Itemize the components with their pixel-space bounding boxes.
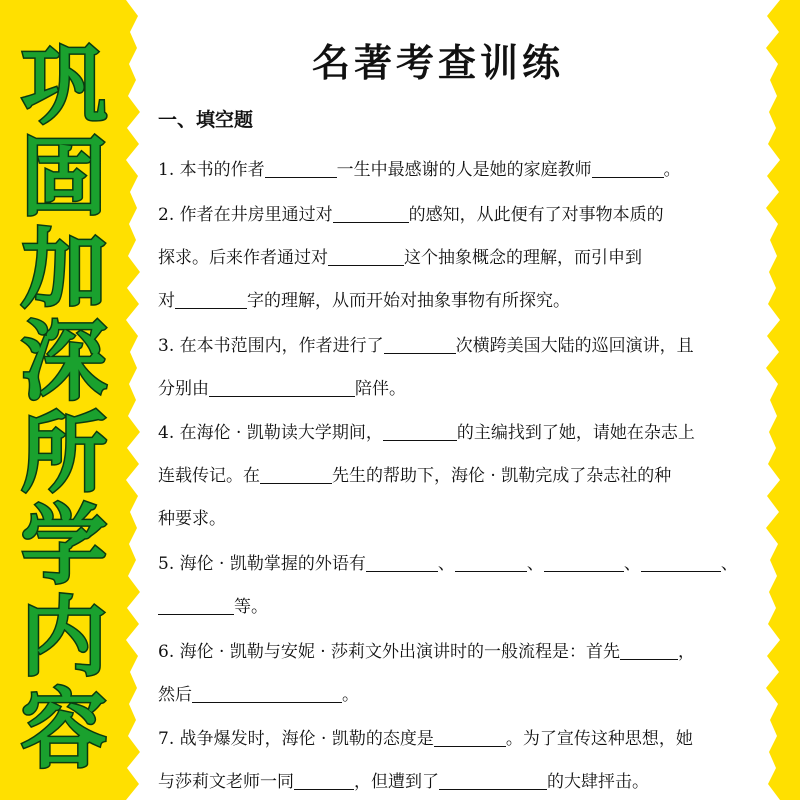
question-line [158, 592, 268, 622]
question-text: 然后 [158, 685, 192, 705]
question-text: 字的理解，从而开始对抽象事物有所探究。 [247, 291, 570, 311]
banner-char: 容 [21, 680, 107, 780]
question-text: 、 [623, 554, 641, 574]
question-text: 。 [663, 160, 681, 180]
answer-blank[interactable] [158, 594, 234, 615]
side-banner [0, 0, 118, 800]
answer-blank[interactable] [209, 376, 355, 397]
question-text: 4. 在海伦 · 凯勒读大学期间， [158, 423, 383, 443]
question-text: 等。 [234, 597, 268, 617]
question-line [158, 680, 359, 710]
question-text: 这个抽象概念的理解，而引申到 [404, 248, 642, 268]
answer-blank[interactable] [544, 551, 624, 572]
question-line [158, 504, 226, 534]
question-text: 1. 本书的作者 [158, 160, 265, 180]
answer-blank[interactable] [434, 726, 506, 747]
question-text: 、 [437, 554, 455, 574]
question-text: 2. 作者在井房里通过对 [158, 205, 333, 225]
answer-blank[interactable] [383, 420, 457, 441]
question-line [158, 243, 642, 273]
question-line [158, 461, 671, 491]
question-text: 次横跨美国大陆的巡回演讲，且 [455, 336, 694, 356]
question-line [158, 637, 695, 667]
question-text: 、 [526, 554, 544, 574]
answer-blank[interactable] [439, 769, 547, 790]
answer-blank[interactable] [294, 769, 354, 790]
question-text: 6. 海伦 · 凯勒与安妮 · 莎莉文外出演讲时的一般流程是：首先 [158, 642, 621, 662]
question-line [158, 155, 681, 185]
banner-char: 内 [21, 588, 107, 688]
worksheet-paper [118, 0, 790, 800]
banner-char: 巩 [21, 36, 107, 136]
answer-blank[interactable] [366, 551, 438, 572]
question-text: 。为了宣传这种思想，她 [505, 729, 693, 749]
question-text: 7. 战争爆发时，海伦 · 凯勒的态度是 [158, 729, 434, 749]
question-text: 探求。后来作者通过对 [158, 248, 328, 268]
answer-blank[interactable] [592, 157, 664, 178]
answer-blank[interactable] [620, 639, 678, 660]
answer-blank[interactable] [455, 551, 527, 572]
page-title: 名著考查训练 [311, 41, 564, 85]
answer-blank[interactable] [328, 245, 404, 266]
answer-blank[interactable] [384, 333, 456, 354]
banner-char: 固 [21, 128, 107, 228]
question-text: 3. 在本书范围内，作者进行了 [158, 336, 384, 356]
answer-blank[interactable] [260, 463, 332, 484]
banner-char: 深 [21, 312, 107, 412]
question-line [158, 286, 570, 316]
question-text: 对 [158, 291, 175, 311]
banner-char: 加 [21, 220, 107, 320]
question-line [158, 200, 664, 230]
question-text: 、 [720, 554, 738, 574]
answer-blank[interactable] [333, 202, 409, 223]
question-line [158, 331, 694, 361]
question-line [158, 549, 738, 579]
question-text: 与莎莉文老师一同 [158, 772, 294, 792]
section-heading: 一、填空题 [158, 109, 254, 131]
question-line [158, 767, 649, 797]
question-text: 。 [342, 685, 359, 705]
question-line [158, 724, 693, 754]
banner-char: 学 [21, 496, 107, 596]
question-text: 陪伴。 [355, 379, 406, 399]
question-text: 种要求。 [158, 509, 226, 529]
question-text: 先生的帮助下，海伦 · 凯勒完成了杂志社的种 [332, 466, 672, 486]
question-text: 的感知，从此便有了对事物本质的 [408, 205, 664, 225]
answer-blank[interactable] [641, 551, 721, 572]
question-text: ， [678, 642, 696, 662]
question-text: 的主编找到了她，请她在杂志上 [456, 423, 695, 443]
question-line [158, 418, 695, 448]
answer-blank[interactable] [175, 288, 247, 309]
question-text: 分别由 [158, 379, 209, 399]
answer-blank[interactable] [265, 157, 337, 178]
question-text: 5. 海伦 · 凯勒掌握的外语有 [158, 554, 366, 574]
banner-char: 所 [21, 404, 107, 504]
worksheet-content [158, 0, 758, 800]
question-text: 的大肆抨击。 [547, 772, 649, 792]
question-text: 连载传记。在 [158, 466, 260, 486]
question-line [158, 374, 406, 404]
answer-blank[interactable] [192, 682, 342, 703]
question-text: ，但遭到了 [354, 772, 439, 792]
question-text: 一生中最感谢的人是她的家庭教师 [336, 160, 592, 180]
